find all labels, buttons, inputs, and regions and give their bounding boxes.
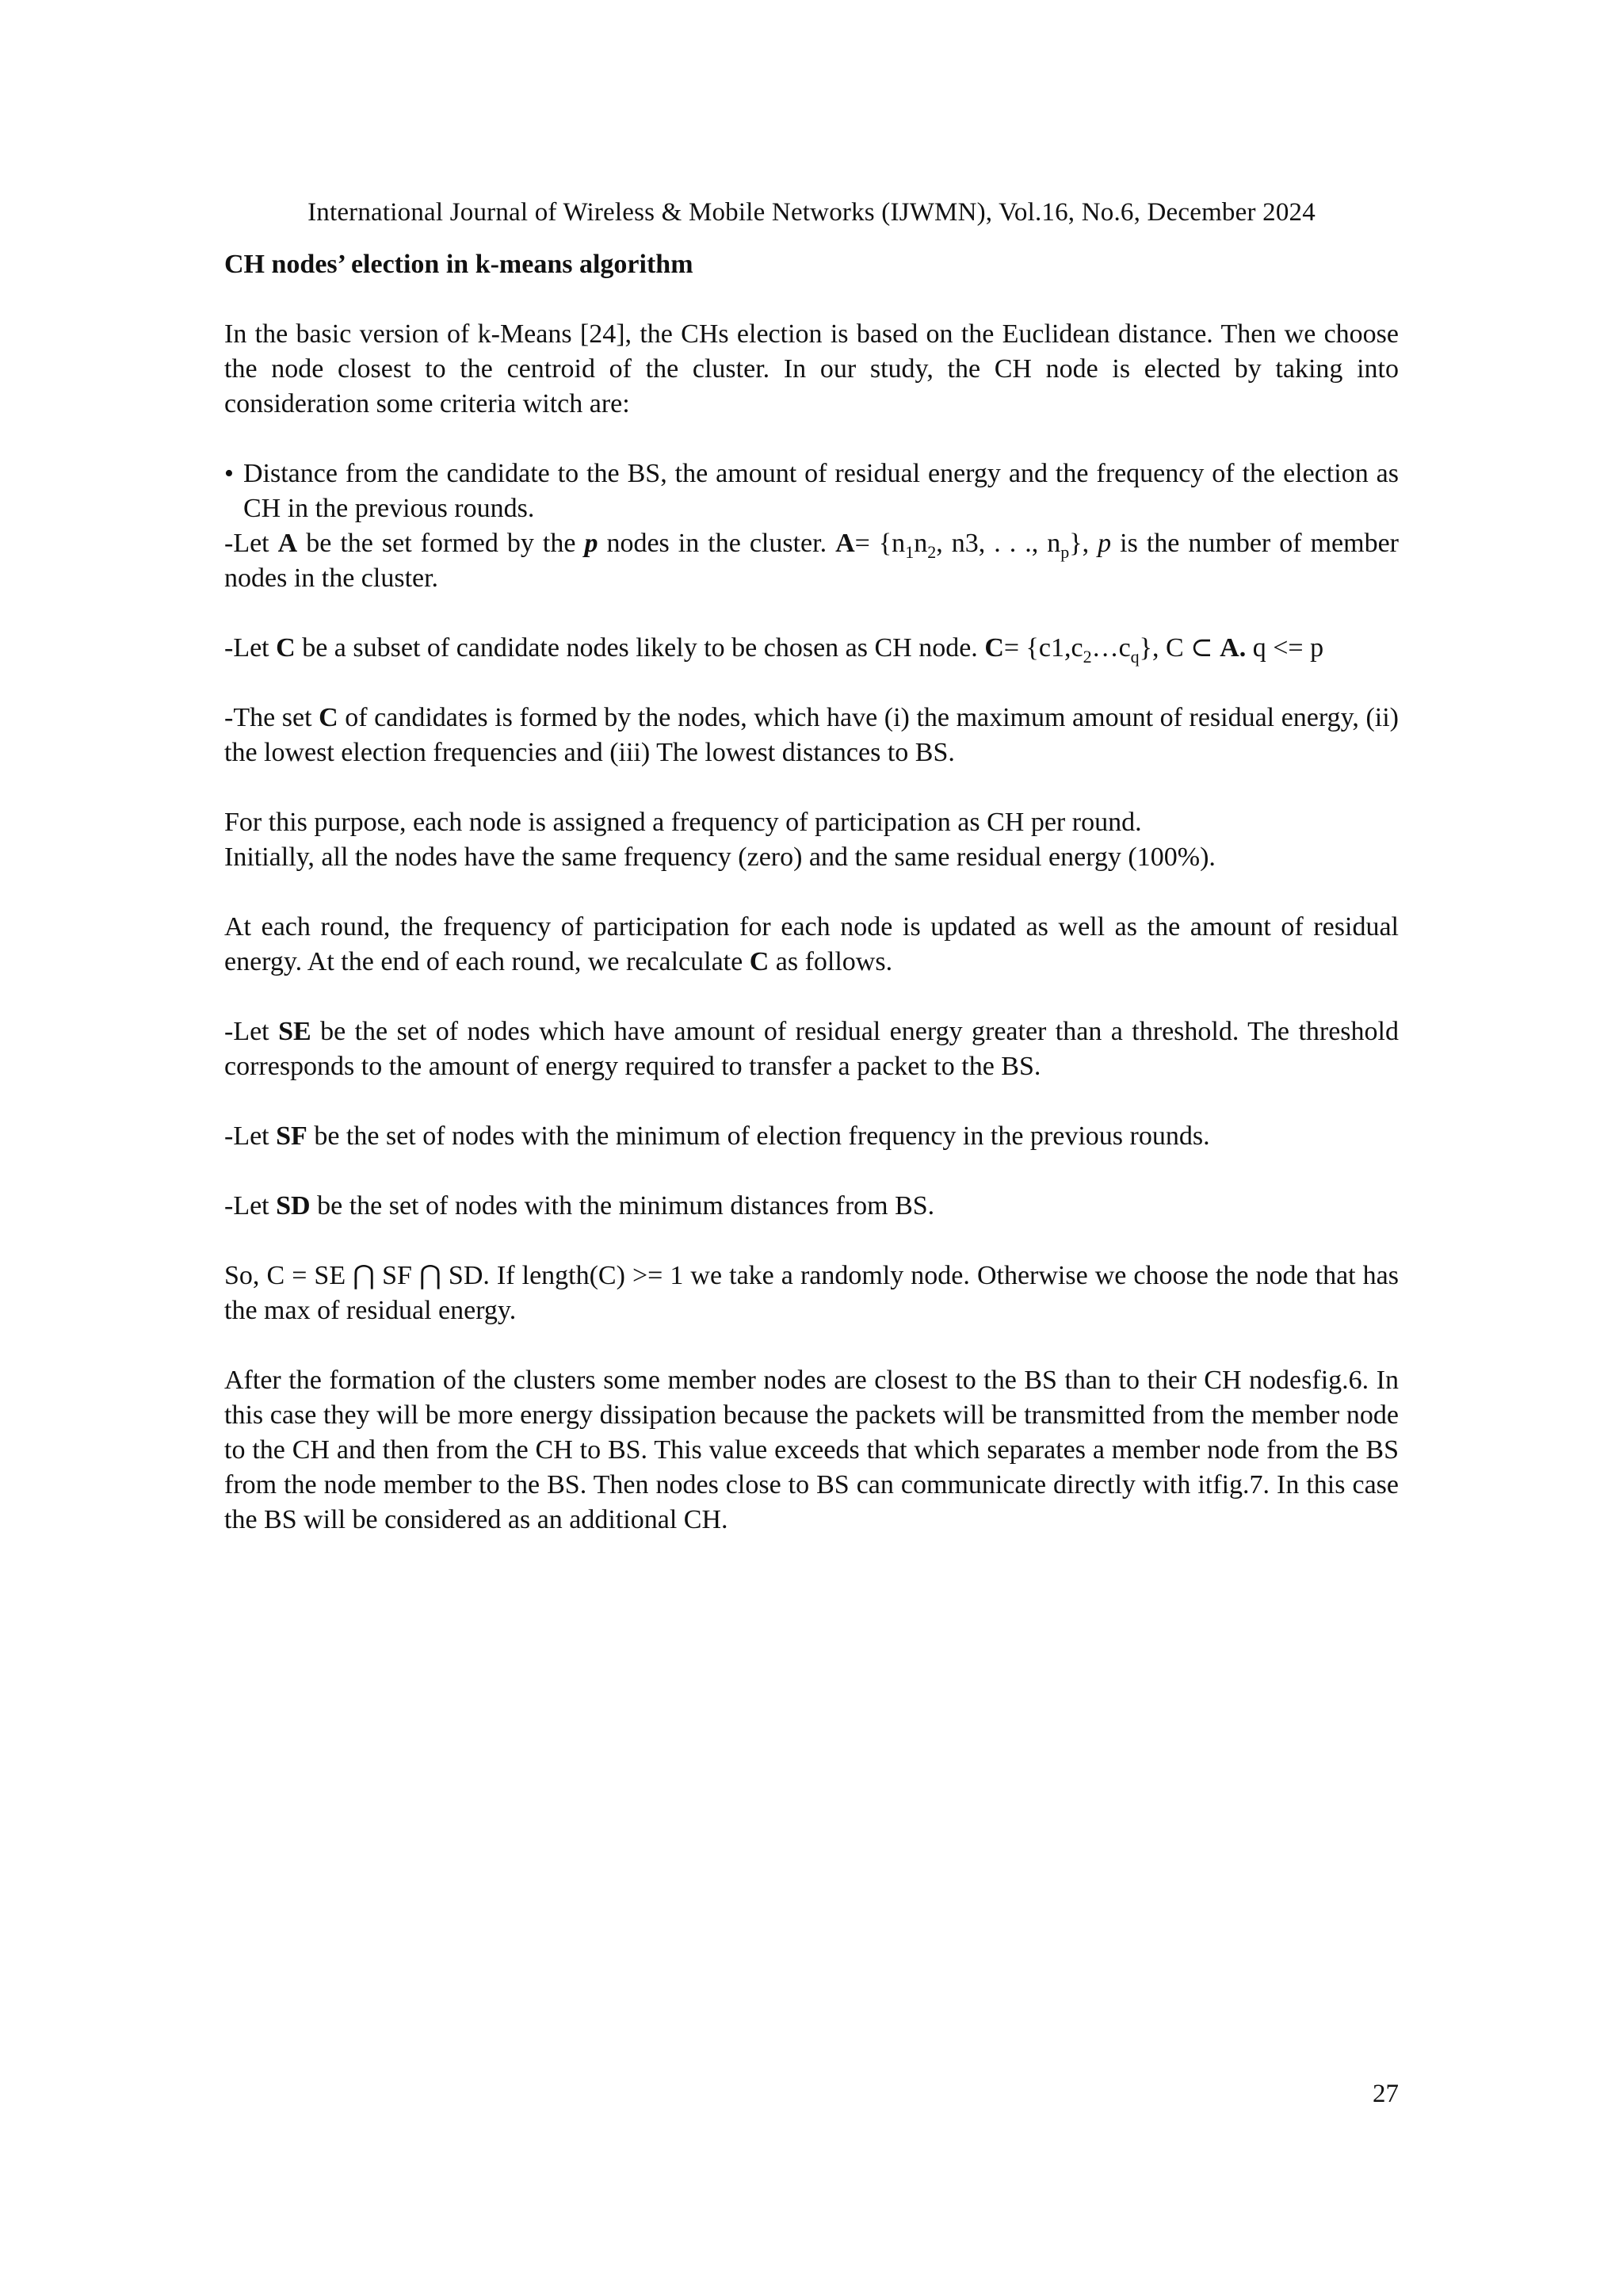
bullet-item — [224, 457, 1399, 526]
paragraph-let-c: -Let C be a subset of candidate nodes likely to be chosen as CH node. $C= \{c1,c_2\dots c_q\}$, C ⊂ A. q <= p — [224, 633, 1324, 667]
paragraph-purpose-1: For this purpose, each node is assigned a frequency of participation as CH per round. — [224, 808, 1142, 837]
paragraph-after: After the formation of the clusters some member nodes are closest to the BS than to their CH nodesfig.6. In this case they will be more energy dissipation because the packets will be transmitted from the member node to the CH and then from the CH to BS. This value exceeds that which separates a member node from the BS from the node member to the BS. Then nodes close to BS can communicate directly with itfig.7. In this case the BS will be considered as an additional CH. — [224, 1366, 1399, 1534]
paragraph-candidates: -The set C of candidates is formed by the nodes, which have (i) the maximum amount of residual energy, (ii) the lowest election frequencies and (iii) The lowest distances to BS. — [224, 703, 1400, 767]
paragraph-let-sd: -Let SD be the set of nodes with the minimum distances from BS. — [224, 1191, 935, 1221]
bullet-dot-icon: • — [224, 459, 234, 488]
paragraph-intro: In the basic version of k-Means [24], the CHs election is based on the Euclidean distance. Then we choose the node closest to the centroid of the cluster. In our study, the CH node is elected by taking into consideration some criteria witch are: — [224, 319, 1399, 418]
bullet-text: Distance from the candidate to the BS, the amount of residual energy and the frequency of the election as CH in the previous rounds. — [243, 459, 1399, 523]
section-title: CH nodes’ election in k-means algorithm — [224, 250, 693, 279]
paragraph-purpose-2: Initially, all the nodes have the same frequency (zero) and the same residual energy (100%). — [224, 842, 1216, 872]
paragraph-so: So, C = SE ⋂ SF ⋂ SD. If length(C) >= 1 we take a randomly node. Otherwise we choose the node that has the max of residual energy. — [224, 1261, 1399, 1325]
page-number: 27 — [1373, 2080, 1399, 2108]
page-body — [224, 247, 1399, 1572]
journal-header: International Journal of Wireless & Mobile Networks (IJWMN), Vol.16, No.6, December 2024 — [307, 198, 1316, 227]
paragraph-let-se: -Let SE be the set of nodes which have amount of residual energy greater than a threshold. The threshold corresponds to the amount of energy required to transfer a packet to the BS. — [224, 1017, 1399, 1081]
paragraph-let-a: -Let A be the set formed by the p nodes in the cluster. $A= \{n_1n_2$, n3, . . ., $n_p$}, p is the number of member nodes in the cluster. — [224, 529, 1400, 593]
paragraph-round: At each round, the frequency of participation for each node is updated as well as the amount of residual energy. At the end of each round, we recalculate C as follows. — [224, 912, 1399, 976]
paragraph-let-sf: -Let SF be the set of nodes with the minimum of election frequency in the previous rounds. — [224, 1121, 1210, 1151]
